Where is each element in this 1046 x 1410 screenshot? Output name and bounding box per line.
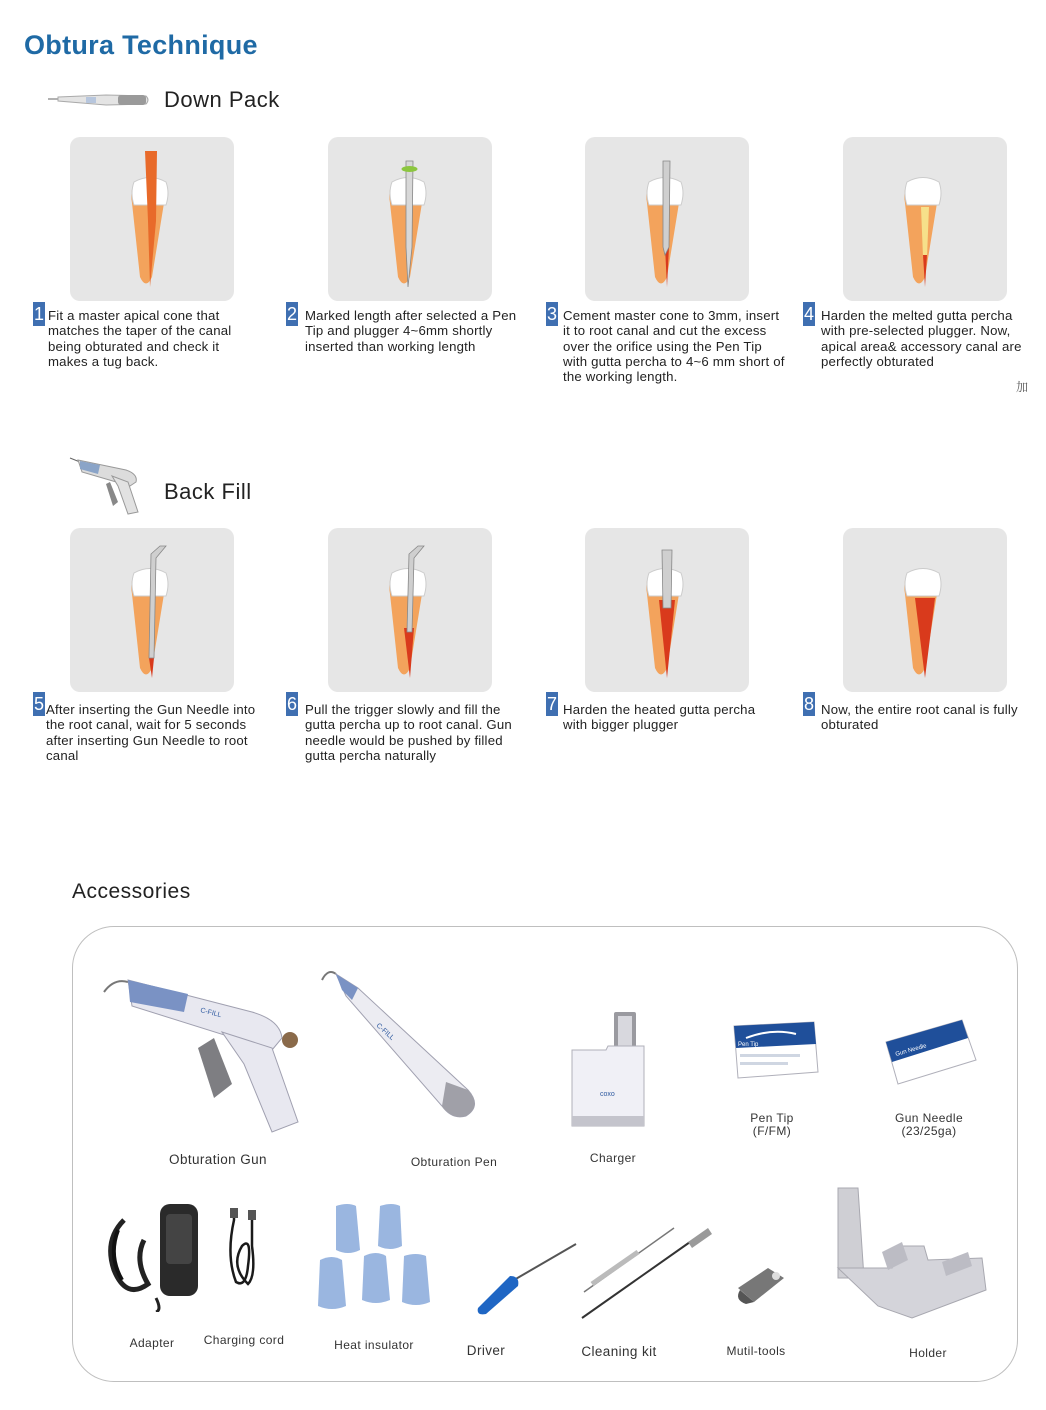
page-title: Obtura Technique [24, 30, 258, 60]
charging-cord-label: Charging cord [203, 1333, 285, 1347]
adapter-image [104, 1200, 200, 1312]
step-1-text: Fit a master apical cone that matches the taper of the canal being obturated and check it makes a tug back. [48, 308, 232, 369]
step-2-number: 2 [286, 304, 297, 324]
cleaning-kit-label: Cleaning kit [581, 1344, 657, 1359]
multi-tools-image [732, 1262, 790, 1308]
charger-brand-text: coxo [600, 1091, 615, 1098]
pen-tip-label: Pen Tip [750, 1111, 794, 1125]
step-6-number: 6 [286, 694, 297, 714]
pen-brand-text: C-FILL [374, 1022, 396, 1042]
step-3-number: 3 [546, 304, 557, 324]
pen-tip-box-text: Pen Tip [738, 1042, 759, 1048]
multi-tools-label: Mutil-tools [726, 1344, 786, 1358]
step-1-illustration [70, 137, 234, 301]
down-pack-heading: Down Pack [164, 87, 280, 112]
step-8-text: Now, the entire root canal is fully obturated [821, 702, 1018, 733]
step-6-illustration [328, 528, 492, 692]
gun-needle-box-image [884, 1018, 978, 1086]
charger-image [566, 1010, 650, 1132]
charging-cord-image [222, 1206, 262, 1290]
holder-image [832, 1186, 988, 1320]
step-2-illustration [328, 137, 492, 301]
gun-needle-label: Gun Needle [894, 1111, 964, 1125]
obturation-gun-icon [66, 452, 150, 518]
accessories-heading: Accessories [72, 880, 191, 903]
step-8-number: 8 [803, 694, 814, 714]
step-2-text: Marked length after selected a Pen Tip and plugger 4~6mm shortly inserted than working length [305, 308, 517, 354]
step-5-text: After inserting the Gun Needle into the root canal, wait for 5 seconds after inserting Gun Needle to root canal [46, 702, 256, 763]
step-7-number: 7 [546, 694, 557, 714]
step-5-illustration [70, 528, 234, 692]
holder-label: Holder [909, 1346, 947, 1360]
step-1-number: 1 [33, 304, 44, 324]
step-4-illustration [843, 137, 1007, 301]
step-7-illustration [585, 528, 749, 692]
driver-image [474, 1240, 578, 1316]
step-4-number: 4 [803, 304, 814, 324]
cleaning-kit-image [578, 1222, 714, 1322]
gun-needle-box-text: Gun Needle [894, 1043, 928, 1058]
step-4-text: Harden the melted gutta percha with pre-selected plugger. Now, apical area& accessory canal are perfectly obturated [821, 308, 1022, 369]
step-3-text: Cement master cone to 3mm, insert it to root canal and cut the excess over the orifice using the Pen Tip with gutta percha to 4~6 mm short of the working length. [563, 308, 785, 385]
step-6-text: Pull the trigger slowly and fill the gutta percha up to root canal. Gun needle would be pushed by filled gutta percha naturally [305, 702, 512, 763]
pen-tip-box-image [732, 1020, 820, 1082]
obturation-gun-label: Obturation Gun [169, 1152, 267, 1167]
step-8-illustration [843, 528, 1007, 692]
heat-insulator-image [314, 1200, 436, 1316]
obturation-gun-image [102, 972, 312, 1138]
back-fill-heading: Back Fill [164, 479, 252, 504]
gun-needle-sublabel: (23/25ga) [901, 1124, 957, 1138]
driver-label: Driver [466, 1343, 506, 1358]
heat-insulator-label: Heat insulator [334, 1338, 414, 1352]
obturation-pen-image [318, 966, 498, 1126]
step-5-number: 5 [33, 694, 44, 714]
charger-label: Charger [589, 1151, 637, 1165]
obturation-pen-label: Obturation Pen [410, 1155, 498, 1169]
pen-tip-sublabel: (F/FM) [752, 1124, 792, 1138]
adapter-label: Adapter [129, 1336, 175, 1350]
gun-brand-text: C-FILL [199, 1007, 222, 1020]
obturation-pen-icon [46, 90, 150, 110]
step-3-illustration [585, 137, 749, 301]
side-mark: 加 [1016, 380, 1029, 394]
step-7-text: Harden the heated gutta percha with bigger plugger [563, 702, 756, 733]
